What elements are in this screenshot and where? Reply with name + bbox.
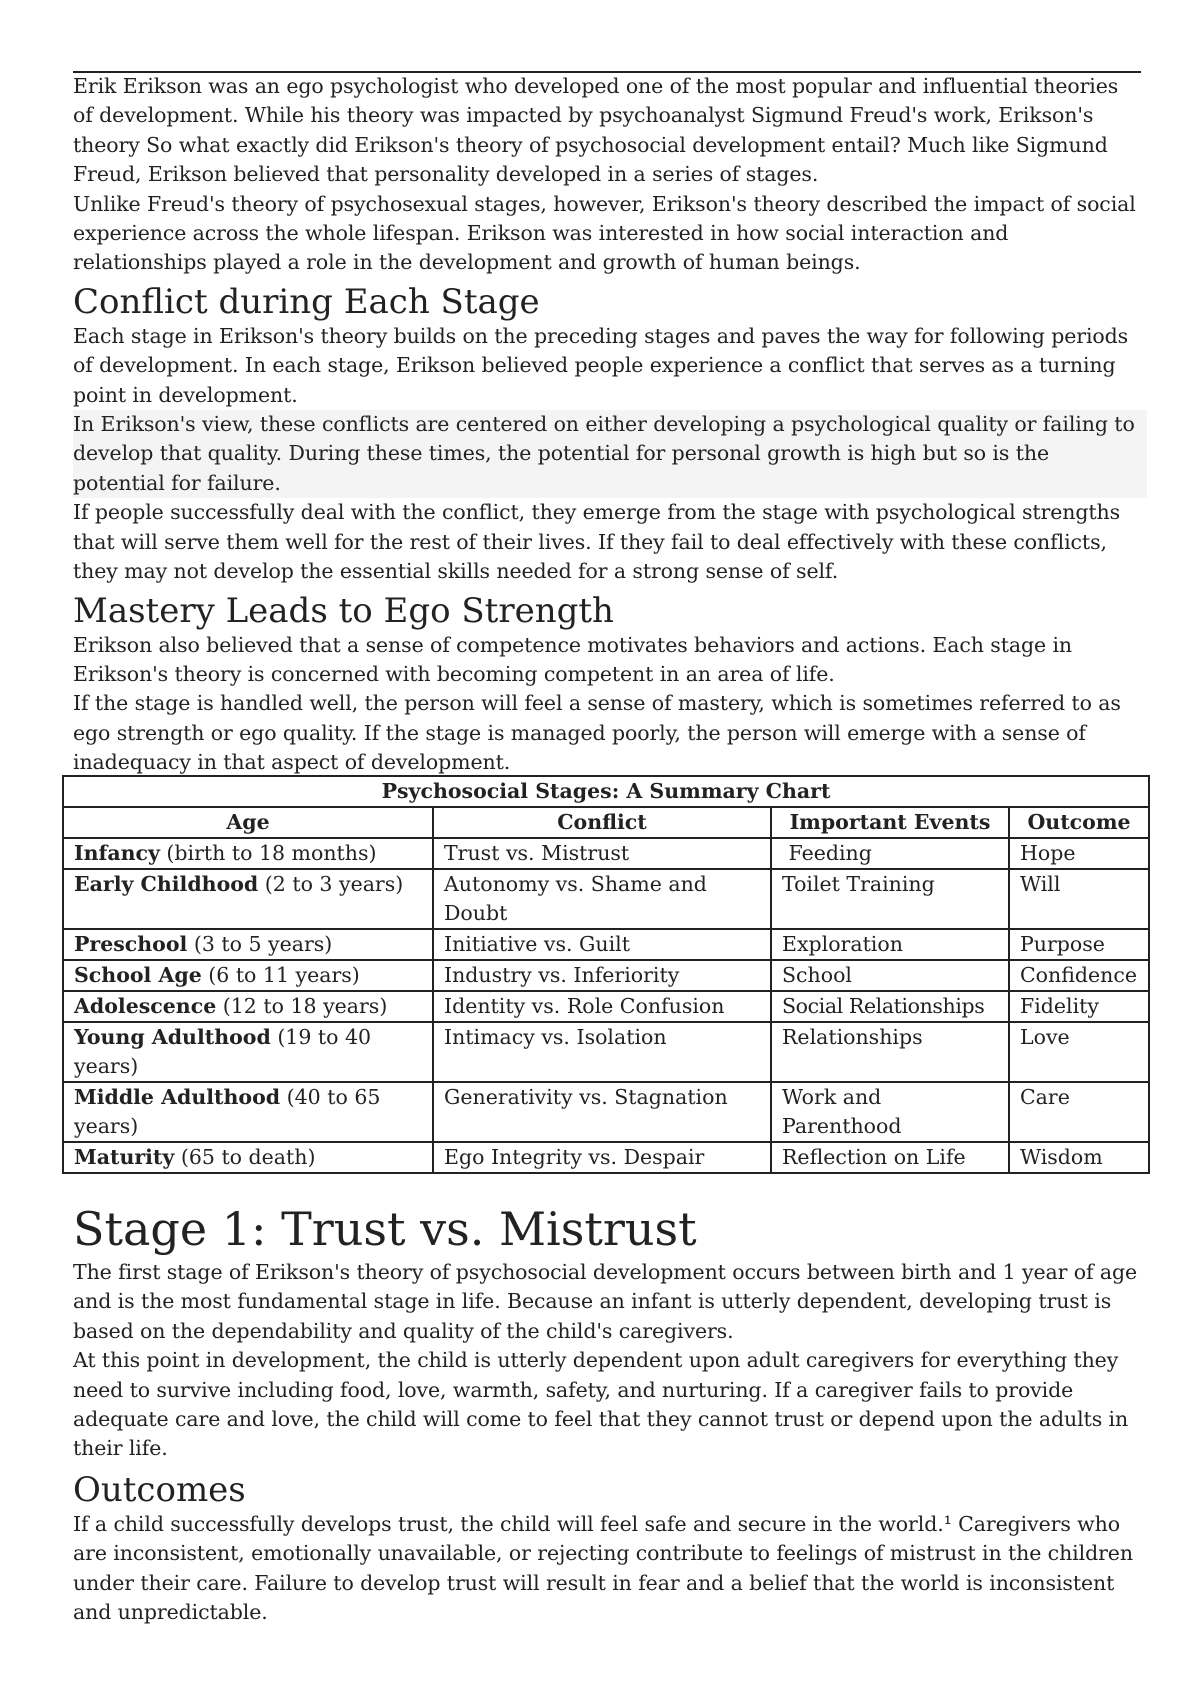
conflict-cell: Trust vs. Mistrust (433, 838, 771, 869)
intro-paragraph-2: Unlike Freud's theory of psychosexual stages, however, Erikson's theory described the impact of social experience across the whole lifespan. Erikson was interested in how social interaction and relationships played a role in the development and growth of human beings. (73, 191, 1136, 275)
age-cell (63, 929, 433, 960)
conflict-paragraph-3: If people successfully deal with the conflict, they emerge from the stage with psychological strengths that will serve them well for the rest of their lives. If they fail to deal effectively with these conflicts, they may not develop the essential skills needed for a strong sense of self. (73, 500, 1121, 584)
stage-name: School Age (74, 963, 202, 987)
conflict-cell: Initiative vs. Guilt (433, 929, 771, 960)
outcome-cell: Care (1009, 1082, 1149, 1142)
events-cell: Relationships (771, 1022, 1009, 1082)
table-row (63, 1142, 1149, 1173)
outcome-cell: Will (1009, 869, 1149, 929)
table-header-outcome: Outcome (1009, 807, 1149, 838)
events-cell: Toilet Training (771, 869, 1009, 929)
stage1-section (73, 1202, 1141, 1627)
table-row (63, 838, 1149, 869)
conflict-cell: Generativity vs. Stagnation (433, 1082, 771, 1142)
table-row (63, 960, 1149, 991)
psychosocial-stages-table (62, 775, 1150, 1174)
age-range: (40 to 65 years) (74, 1085, 381, 1138)
stage-name: Maturity (74, 1145, 175, 1169)
outcome-cell: Love (1009, 1022, 1149, 1082)
stage-name: Preschool (74, 932, 188, 956)
conflict-cell: Intimacy vs. Isolation (433, 1022, 771, 1082)
outcome-cell: Wisdom (1009, 1142, 1149, 1173)
age-cell (63, 1142, 433, 1173)
age-cell (63, 838, 433, 869)
table-row (63, 929, 1149, 960)
age-cell (63, 991, 433, 1022)
stage1-heading: Stage 1: Trust vs. Mistrust (73, 1202, 697, 1256)
conflict-cell: Autonomy vs. Shame and Doubt (433, 869, 771, 929)
conflict-cell: Identity vs. Role Confusion (433, 991, 771, 1022)
events-cell: Feeding (771, 838, 1009, 869)
events-cell: Exploration (771, 929, 1009, 960)
outcome-cell: Hope (1009, 838, 1149, 869)
events-cell: School (771, 960, 1009, 991)
age-range: (birth to 18 months) (159, 841, 377, 865)
table-header-age: Age (63, 807, 433, 838)
outcome-cell: Purpose (1009, 929, 1149, 960)
mastery-heading: Mastery Leads to Ego Strength (73, 590, 614, 631)
mastery-paragraph-1: Erikson also believed that a sense of competence motivates behaviors and actions. Each stage in Erikson's theory is concerned with becoming competent in an area of life. (73, 632, 1073, 686)
table-row (63, 991, 1149, 1022)
stage-name: Adolescence (74, 994, 217, 1018)
stage-name: Young Adulthood (74, 1025, 271, 1049)
events-cell: Social Relationships (771, 991, 1009, 1022)
document-page (73, 0, 1141, 778)
conflict-cell: Industry vs. Inferiority (433, 960, 771, 991)
conflict-heading: Conflict during Each Stage (73, 281, 540, 322)
events-cell: Work and Parenthood (771, 1082, 1009, 1142)
age-range: (6 to 11 years) (201, 963, 360, 987)
stage-name: Infancy (74, 841, 160, 865)
conflict-paragraph-1: Each stage in Erikson's theory builds on the preceding stages and paves the way for following periods of development. In each stage, Erikson believed people experience a conflict that serves as a turning point in development. (73, 323, 1129, 407)
outcomes-paragraph-1: If a child successfully develops trust, the child will feel safe and secure in the world.¹ Caregivers who are inconsistent, emotionally unavailable, or rejecting contribute to feelings of mistrust in the children under their care. Failure to develop trust will result in fear and a belief that the world is inconsistent and unpredictable. (73, 1511, 1133, 1625)
table-header-conflict: Conflict (433, 807, 771, 838)
age-range: (3 to 5 years) (187, 932, 333, 956)
mastery-paragraph-2: If the stage is handled well, the person will feel a sense of mastery, which is sometimes referred to as ego strength or ego quality. If the stage is managed poorly, the person will emerge with a sense of inadequacy in that aspect of development. (73, 691, 1121, 775)
stage-name: Early Childhood (74, 872, 259, 896)
age-range: (2 to 3 years) (258, 872, 404, 896)
events-cell: Reflection on Life (771, 1142, 1009, 1173)
outcome-cell: Confidence (1009, 960, 1149, 991)
intro-paragraph-1: Erik Erikson was an ego psychologist who developed one of the most popular and influential theories of development. While his theory was impacted by psychoanalyst Sigmund Freud's work, Erikson's theory So what exactly did Erikson's theory of psychosocial development entail? Much like Sigmund Freud, Erikson believed that personality developed in a series of stages. (73, 74, 1119, 187)
stage1-paragraph-1: The first stage of Erikson's theory of psychosocial development occurs between birth and 1 year of age and is the most fundamental stage in life. Because an infant is utterly dependent, developing trust is based on the dependability and quality of the child's caregivers. (73, 1260, 1138, 1343)
age-cell (63, 1022, 433, 1082)
conflict-paragraph-2: In Erikson's view, these conflicts are centered on either developing a psychological quality or failing to develop that quality. During these times, the potential for personal growth is high but so is the potential for failure. (73, 410, 1147, 498)
age-range: (65 to death) (174, 1145, 316, 1169)
table-header-events: Important Events (771, 807, 1009, 838)
table-row (63, 1082, 1149, 1142)
age-cell (63, 1082, 433, 1142)
table-row (63, 869, 1149, 929)
age-cell (63, 869, 433, 929)
outcome-cell: Fidelity (1009, 991, 1149, 1022)
age-range: (19 to 40 years) (74, 1025, 372, 1078)
age-cell (63, 960, 433, 991)
stage1-paragraph-2: At this point in development, the child is utterly dependent upon adult caregivers for everything they need to survive including food, love, warmth, safety, and nurturing. If a caregiver fails to provide adequate care and love, the child will come to feel that they cannot trust or depend upon the adults in their life. (73, 1348, 1129, 1461)
stage-name: Middle Adulthood (74, 1085, 281, 1109)
outcomes-heading: Outcomes (73, 1469, 246, 1510)
table-caption: Psychosocial Stages: A Summary Chart (63, 776, 1149, 807)
table-row (63, 1022, 1149, 1082)
conflict-cell: Ego Integrity vs. Despair (433, 1142, 771, 1173)
age-range: (12 to 18 years) (216, 994, 388, 1018)
